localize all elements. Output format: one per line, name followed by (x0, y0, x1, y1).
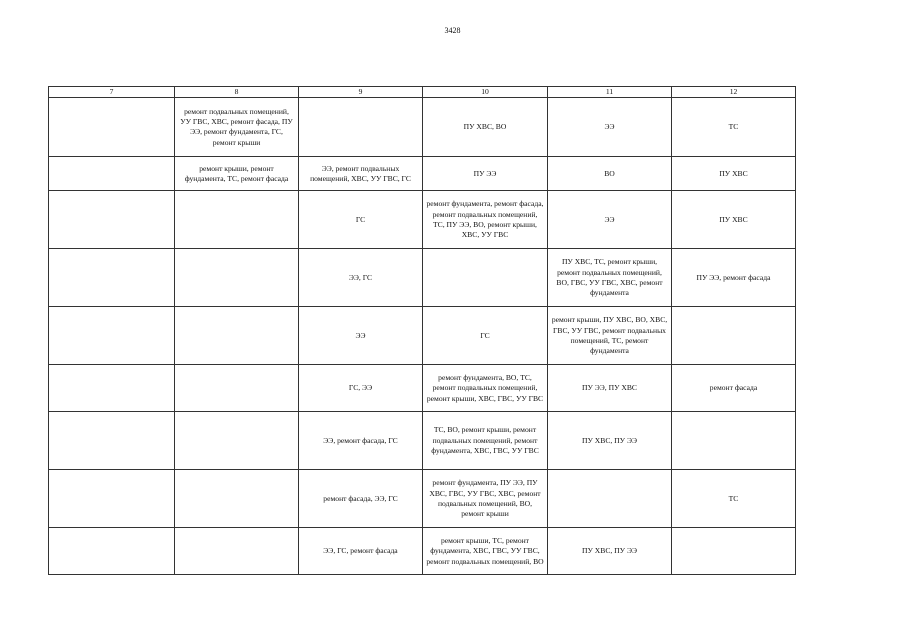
table-cell: ПУ ЭЭ (423, 157, 548, 191)
table-cell: ПУ ХВС (672, 191, 796, 249)
table-cell (672, 412, 796, 470)
table-cell (672, 307, 796, 365)
table-cell: ЭЭ, ГС, ремонт фасада (299, 528, 423, 575)
table-cell (175, 365, 299, 412)
table-cell: ЭЭ (299, 307, 423, 365)
column-header-12: 12 (672, 87, 796, 98)
table-cell: ПУ ХВС, ПУ ЭЭ (548, 528, 672, 575)
table-cell: ТС (672, 470, 796, 528)
table-cell (49, 157, 175, 191)
table-row (49, 191, 796, 249)
table-cell: ЭЭ, ремонт подвальных помещений, ХВС, УУ ГВС, ГС (299, 157, 423, 191)
table-cell: ремонт фундамента, ПУ ЭЭ, ПУ ХВС, ГВС, УУ ГВС, ХВС, ремонт подвальных помещений, ВО, ремонт крыши (423, 470, 548, 528)
table-cell: ЭЭ (548, 191, 672, 249)
column-header-10: 10 (423, 87, 548, 98)
table-cell (49, 528, 175, 575)
table-cell (49, 98, 175, 157)
table-cell: ремонт фасада, ЭЭ, ГС (299, 470, 423, 528)
table-cell: ПУ ЭЭ, ПУ ХВС (548, 365, 672, 412)
table-row (49, 412, 796, 470)
table-row (49, 365, 796, 412)
column-header-7: 7 (49, 87, 175, 98)
table-cell (299, 98, 423, 157)
table-cell: ТС (672, 98, 796, 157)
page-number: 3428 (444, 26, 461, 35)
table-cell: ремонт крыши, ТС, ремонт фундамента, ХВС, ГВС, УУ ГВС, ремонт подвальных помещений, ВО (423, 528, 548, 575)
table-row (49, 307, 796, 365)
table-cell: ремонт фундамента, ремонт фасада, ремонт подвальных помещений, ТС, ПУ ЭЭ, ВО, ремонт крыши, ХВС, УУ ГВС (423, 191, 548, 249)
column-header-9: 9 (299, 87, 423, 98)
table-cell: ПУ ХВС, ТС, ремонт крыши, ремонт подвальных помещений, ВО, ГВС, УУ ГВС, ХВС, ремонт фундамента (548, 249, 672, 307)
table-cell: ГС (423, 307, 548, 365)
table-cell: ПУ ХВС (672, 157, 796, 191)
table-cell: ЭЭ, ГС (299, 249, 423, 307)
table-cell (175, 470, 299, 528)
table-cell (175, 307, 299, 365)
table-cell: ПУ ЭЭ, ремонт фасада (672, 249, 796, 307)
table-cell: ремонт фундамента, ВО, ТС, ремонт подвальных помещений, ремонт крыши, ХВС, ГВС, УУ ГВС (423, 365, 548, 412)
table-header-row (49, 87, 796, 98)
table-cell: ГС, ЭЭ (299, 365, 423, 412)
table-cell (175, 528, 299, 575)
table-cell (49, 365, 175, 412)
works-table (48, 86, 796, 575)
table-cell (49, 470, 175, 528)
table-cell: ВО (548, 157, 672, 191)
column-header-11: 11 (548, 87, 672, 98)
table-cell: ЭЭ, ремонт фасада, ГС (299, 412, 423, 470)
table-cell: ПУ ХВС, ВО (423, 98, 548, 157)
table-cell: ПУ ХВС, ПУ ЭЭ (548, 412, 672, 470)
table-cell (49, 412, 175, 470)
table-cell: ГС (299, 191, 423, 249)
table-cell: ТС, ВО, ремонт крыши, ремонт подвальных помещений, ремонт фундамента, ХВС, ГВС, УУ ГВС (423, 412, 548, 470)
table-cell (49, 191, 175, 249)
table-row (49, 249, 796, 307)
table-cell: ремонт подвальных помещений, УУ ГВС, ХВС, ремонт фасада, ПУ ЭЭ, ремонт фундамента, ГС, ремонт крыши (175, 98, 299, 157)
table-cell: ремонт крыши, ремонт фундамента, ТС, ремонт фасада (175, 157, 299, 191)
table-cell (548, 470, 672, 528)
table-cell (423, 249, 548, 307)
table-cell (175, 412, 299, 470)
table-cell: ремонт фасада (672, 365, 796, 412)
table-row (49, 98, 796, 157)
table-cell (672, 528, 796, 575)
table-cell (175, 249, 299, 307)
table-cell: ЭЭ (548, 98, 672, 157)
table-cell (175, 191, 299, 249)
column-header-8: 8 (175, 87, 299, 98)
table-row (49, 470, 796, 528)
table-row (49, 157, 796, 191)
table-cell (49, 249, 175, 307)
table-cell: ремонт крыши, ПУ ХВС, ВО, ХВС, ГВС, УУ ГВС, ремонт подвальных помещений, ТС, ремонт фундамента (548, 307, 672, 365)
table-cell (49, 307, 175, 365)
table-row (49, 528, 796, 575)
